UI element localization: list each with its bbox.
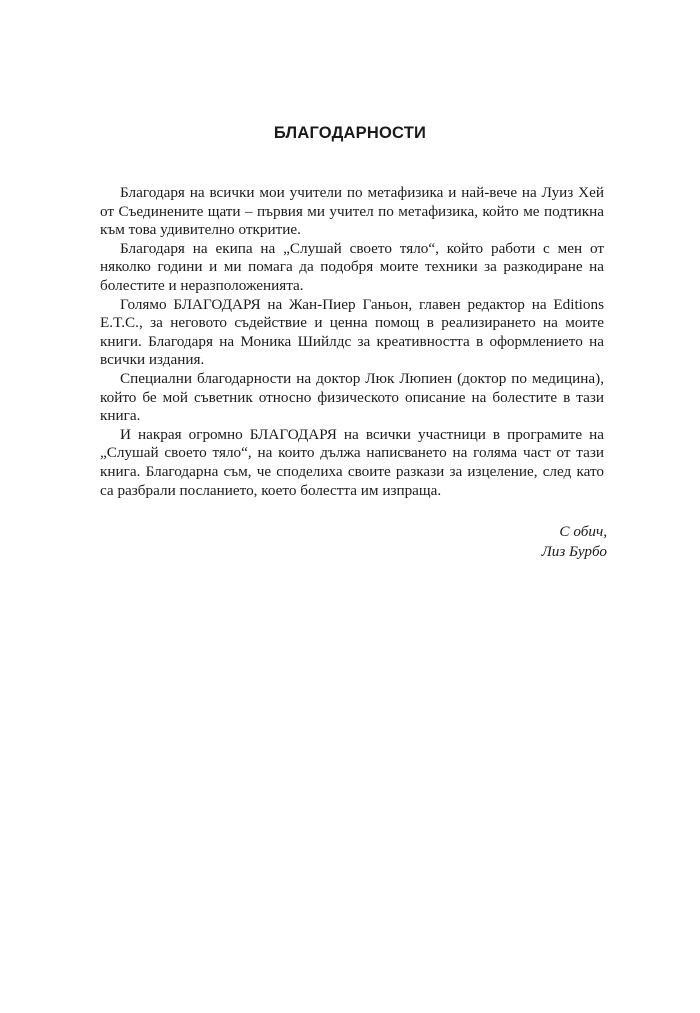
- acknowledgements-body: [100, 184, 604, 500]
- paragraph-doctor: Специални благодарности на доктор Люк Люпиен (доктор по медицина), който бе мой съветник относно физическото описание на болестите в тази книга.: [100, 369, 604, 425]
- paragraph-participants: И накрая огромно БЛАГОДАРЯ на всички участници в програмите на „Слушай своето тяло“, на които дължа написването на голяма част от тази книга. Благодарна съм, че споделиха своите разкази за изцеление, след като са разбрали посланието, което болестта им изпраща.: [100, 425, 604, 499]
- paragraph-editor: Голямо БЛАГОДАРЯ на Жан-Пиер Ганьон, главен редактор на Editions E.T.C., за неговото съдействие и ценна помощ в реализирането на моите книги. Благодаря на Моника Шийлдс за креативността в оформлението на всички издания.: [100, 295, 604, 369]
- paragraph-team: Благодаря на екипа на „Слушай своето тяло“, който работи с мен от няколко години и ми помага да подобря моите техники за разкодиране на болестите и неразположенията.: [100, 239, 604, 294]
- signature-block: [541, 522, 607, 562]
- signature-author: Лиз Бурбо: [541, 543, 607, 560]
- signature-closing: С обич,: [559, 523, 607, 540]
- page-title: БЛАГОДАРНОСТИ: [273, 124, 427, 142]
- paragraph-teachers: Благодаря на всички мои учители по метафизика и най-вече на Луиз Хей от Съединените щати – първия ми учител по метафизика, който ме подтикна към това удивително откритие.: [100, 184, 604, 239]
